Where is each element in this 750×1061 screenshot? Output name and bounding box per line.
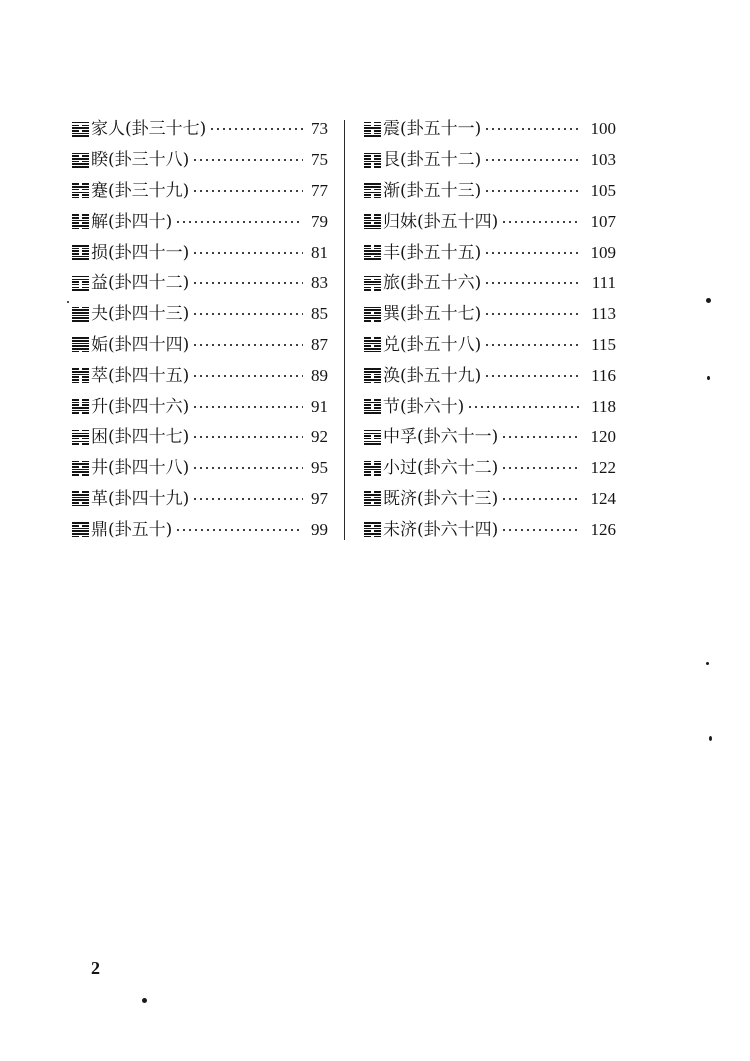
hexagram-icon <box>72 245 89 260</box>
scan-speck <box>67 301 69 303</box>
toc-entry-page-number: 111 <box>591 273 616 293</box>
scan-speck <box>142 998 147 1003</box>
toc-entry <box>364 514 616 545</box>
toc-entry-page-number: 120 <box>590 427 616 447</box>
hexagram-icon <box>364 522 381 537</box>
dot-leader <box>192 435 303 439</box>
hexagram-icon <box>364 399 381 414</box>
toc-entry-title: 涣(卦五十九) <box>383 365 482 386</box>
toc-entry <box>364 360 616 391</box>
toc-entry-page-number: 105 <box>590 180 616 200</box>
toc-entry-page-number: 92 <box>311 427 328 447</box>
hexagram-icon <box>72 307 89 322</box>
toc-entry-page-number: 122 <box>590 458 616 478</box>
toc-entry-title: 小过(卦六十二) <box>383 458 499 479</box>
toc-entry <box>72 422 328 453</box>
toc-entry-page-number: 99 <box>311 519 328 539</box>
dot-leader <box>209 127 303 131</box>
toc-entry-page-number: 126 <box>590 519 616 539</box>
toc-entry <box>72 453 328 484</box>
dot-leader <box>484 251 579 255</box>
dot-leader <box>192 497 303 501</box>
hexagram-icon <box>364 214 381 229</box>
dot-leader <box>192 158 303 162</box>
dot-leader <box>192 312 303 316</box>
dot-leader <box>175 220 303 224</box>
hexagram-icon <box>364 491 381 506</box>
dot-leader <box>484 281 579 285</box>
toc-entry <box>364 114 616 145</box>
toc-entry <box>364 391 616 422</box>
hexagram-icon <box>364 245 381 260</box>
toc-entry-title: 既济(卦六十三) <box>383 488 499 509</box>
scan-speck <box>707 376 710 380</box>
toc-entry-title: 萃(卦四十五) <box>91 365 190 386</box>
hexagram-icon <box>364 153 381 168</box>
toc-entry-page-number: 116 <box>591 365 616 385</box>
toc-entry <box>364 206 616 237</box>
toc-entry <box>72 484 328 515</box>
page-number: 2 <box>91 958 100 978</box>
column-divider <box>344 120 345 540</box>
dot-leader <box>192 405 303 409</box>
toc-entry <box>364 453 616 484</box>
dot-leader <box>192 374 303 378</box>
toc-entry-title: 渐(卦五十三) <box>383 180 482 201</box>
toc-entry-page-number: 75 <box>311 150 328 170</box>
toc-entry-title: 鼎(卦五十) <box>91 519 173 540</box>
toc-entry-page-number: 103 <box>590 150 616 170</box>
dot-leader <box>501 528 579 532</box>
hexagram-icon <box>72 183 89 198</box>
toc-entry <box>72 145 328 176</box>
dot-leader <box>484 158 579 162</box>
dot-leader <box>484 374 579 378</box>
hexagram-icon <box>72 430 89 445</box>
toc-entry-page-number: 107 <box>590 211 616 231</box>
dot-leader <box>484 343 579 347</box>
toc-entry <box>364 330 616 361</box>
toc-entry-title: 丰(卦五十五) <box>383 242 482 263</box>
toc-entry-page-number: 89 <box>311 365 328 385</box>
toc-entry-title: 损(卦四十一) <box>91 242 190 263</box>
toc-entry-page-number: 85 <box>311 304 328 324</box>
dot-leader <box>484 189 579 193</box>
hexagram-icon <box>72 337 89 352</box>
toc-entry <box>364 145 616 176</box>
toc-entry-page-number: 73 <box>311 119 328 139</box>
toc-entry-title: 艮(卦五十二) <box>383 150 482 171</box>
toc-entry-page-number: 124 <box>590 488 616 508</box>
toc-entry-title: 困(卦四十七) <box>91 427 190 448</box>
toc-entry <box>72 176 328 207</box>
toc-entry-page-number: 83 <box>311 273 328 293</box>
toc-entry <box>72 360 328 391</box>
dot-leader <box>467 405 579 409</box>
toc-entry <box>364 422 616 453</box>
scan-speck <box>709 736 712 741</box>
scan-speck <box>706 298 711 303</box>
toc-entry-title: 升(卦四十六) <box>91 396 190 417</box>
dot-leader <box>192 189 303 193</box>
dot-leader <box>501 220 579 224</box>
hexagram-icon <box>364 461 381 476</box>
toc-entry-page-number: 79 <box>311 211 328 231</box>
toc-entry-page-number: 95 <box>311 458 328 478</box>
toc-entry <box>364 299 616 330</box>
hexagram-icon <box>72 461 89 476</box>
hexagram-icon <box>72 522 89 537</box>
dot-leader <box>501 466 579 470</box>
toc-entry-title: 巽(卦五十七) <box>383 304 482 325</box>
toc-entry-title: 解(卦四十) <box>91 211 173 232</box>
hexagram-icon <box>72 276 89 291</box>
toc-entry-title: 益(卦四十二) <box>91 273 190 294</box>
hexagram-icon <box>364 183 381 198</box>
toc-entry-title: 夬(卦四十三) <box>91 304 190 325</box>
toc-entry-title: 兑(卦五十八) <box>383 334 482 355</box>
toc-entry-page-number: 81 <box>311 242 328 262</box>
toc-entry <box>72 330 328 361</box>
toc-column-right <box>364 114 616 545</box>
toc-entry <box>72 206 328 237</box>
toc-entry <box>364 176 616 207</box>
dot-leader <box>501 435 579 439</box>
toc-entry <box>72 114 328 145</box>
dot-leader <box>484 127 579 131</box>
toc-entry <box>72 514 328 545</box>
hexagram-icon <box>364 276 381 291</box>
toc-entry <box>72 237 328 268</box>
toc-entry <box>72 299 328 330</box>
hexagram-icon <box>364 307 381 322</box>
dot-leader <box>192 251 303 255</box>
hexagram-icon <box>72 153 89 168</box>
toc-entry-title: 节(卦六十) <box>383 396 465 417</box>
dot-leader <box>192 466 303 470</box>
hexagram-icon <box>72 368 89 383</box>
dot-leader <box>192 281 303 285</box>
toc-entry-title: 蹇(卦三十九) <box>91 180 190 201</box>
toc-entry <box>364 237 616 268</box>
hexagram-icon <box>72 491 89 506</box>
scan-speck <box>706 662 709 665</box>
toc-entry <box>72 391 328 422</box>
toc-entry-page-number: 97 <box>311 488 328 508</box>
toc-entry-page-number: 87 <box>311 334 328 354</box>
hexagram-icon <box>364 430 381 445</box>
toc-entry <box>364 484 616 515</box>
hexagram-icon <box>72 214 89 229</box>
toc-entry-title: 中孚(卦六十一) <box>383 427 499 448</box>
toc-entry-title: 旅(卦五十六) <box>383 273 482 294</box>
toc-entry-title: 睽(卦三十八) <box>91 150 190 171</box>
toc-entry-page-number: 77 <box>311 180 328 200</box>
toc-entry-page-number: 113 <box>591 304 616 324</box>
toc-entry <box>72 268 328 299</box>
toc-entry-title: 家人(卦三十七) <box>91 119 207 140</box>
toc-entry <box>364 268 616 299</box>
toc-entry-page-number: 118 <box>591 396 616 416</box>
hexagram-icon <box>72 122 89 137</box>
toc-entry-page-number: 115 <box>591 334 616 354</box>
toc-entry-page-number: 91 <box>311 396 328 416</box>
toc-entry-title: 革(卦四十九) <box>91 488 190 509</box>
toc-column-left <box>72 114 328 545</box>
toc-entry-page-number: 109 <box>590 242 616 262</box>
toc-entry-title: 未济(卦六十四) <box>383 519 499 540</box>
toc-entry-title: 井(卦四十八) <box>91 458 190 479</box>
hexagram-icon <box>364 122 381 137</box>
dot-leader <box>484 312 579 316</box>
dot-leader <box>175 528 303 532</box>
dot-leader <box>192 343 303 347</box>
hexagram-icon <box>72 399 89 414</box>
hexagram-icon <box>364 337 381 352</box>
dot-leader <box>501 497 579 501</box>
toc-entry-title: 归妹(卦五十四) <box>383 211 499 232</box>
toc-entry-page-number: 100 <box>590 119 616 139</box>
hexagram-icon <box>364 368 381 383</box>
toc-entry-title: 震(卦五十一) <box>383 119 482 140</box>
toc-entry-title: 姤(卦四十四) <box>91 334 190 355</box>
